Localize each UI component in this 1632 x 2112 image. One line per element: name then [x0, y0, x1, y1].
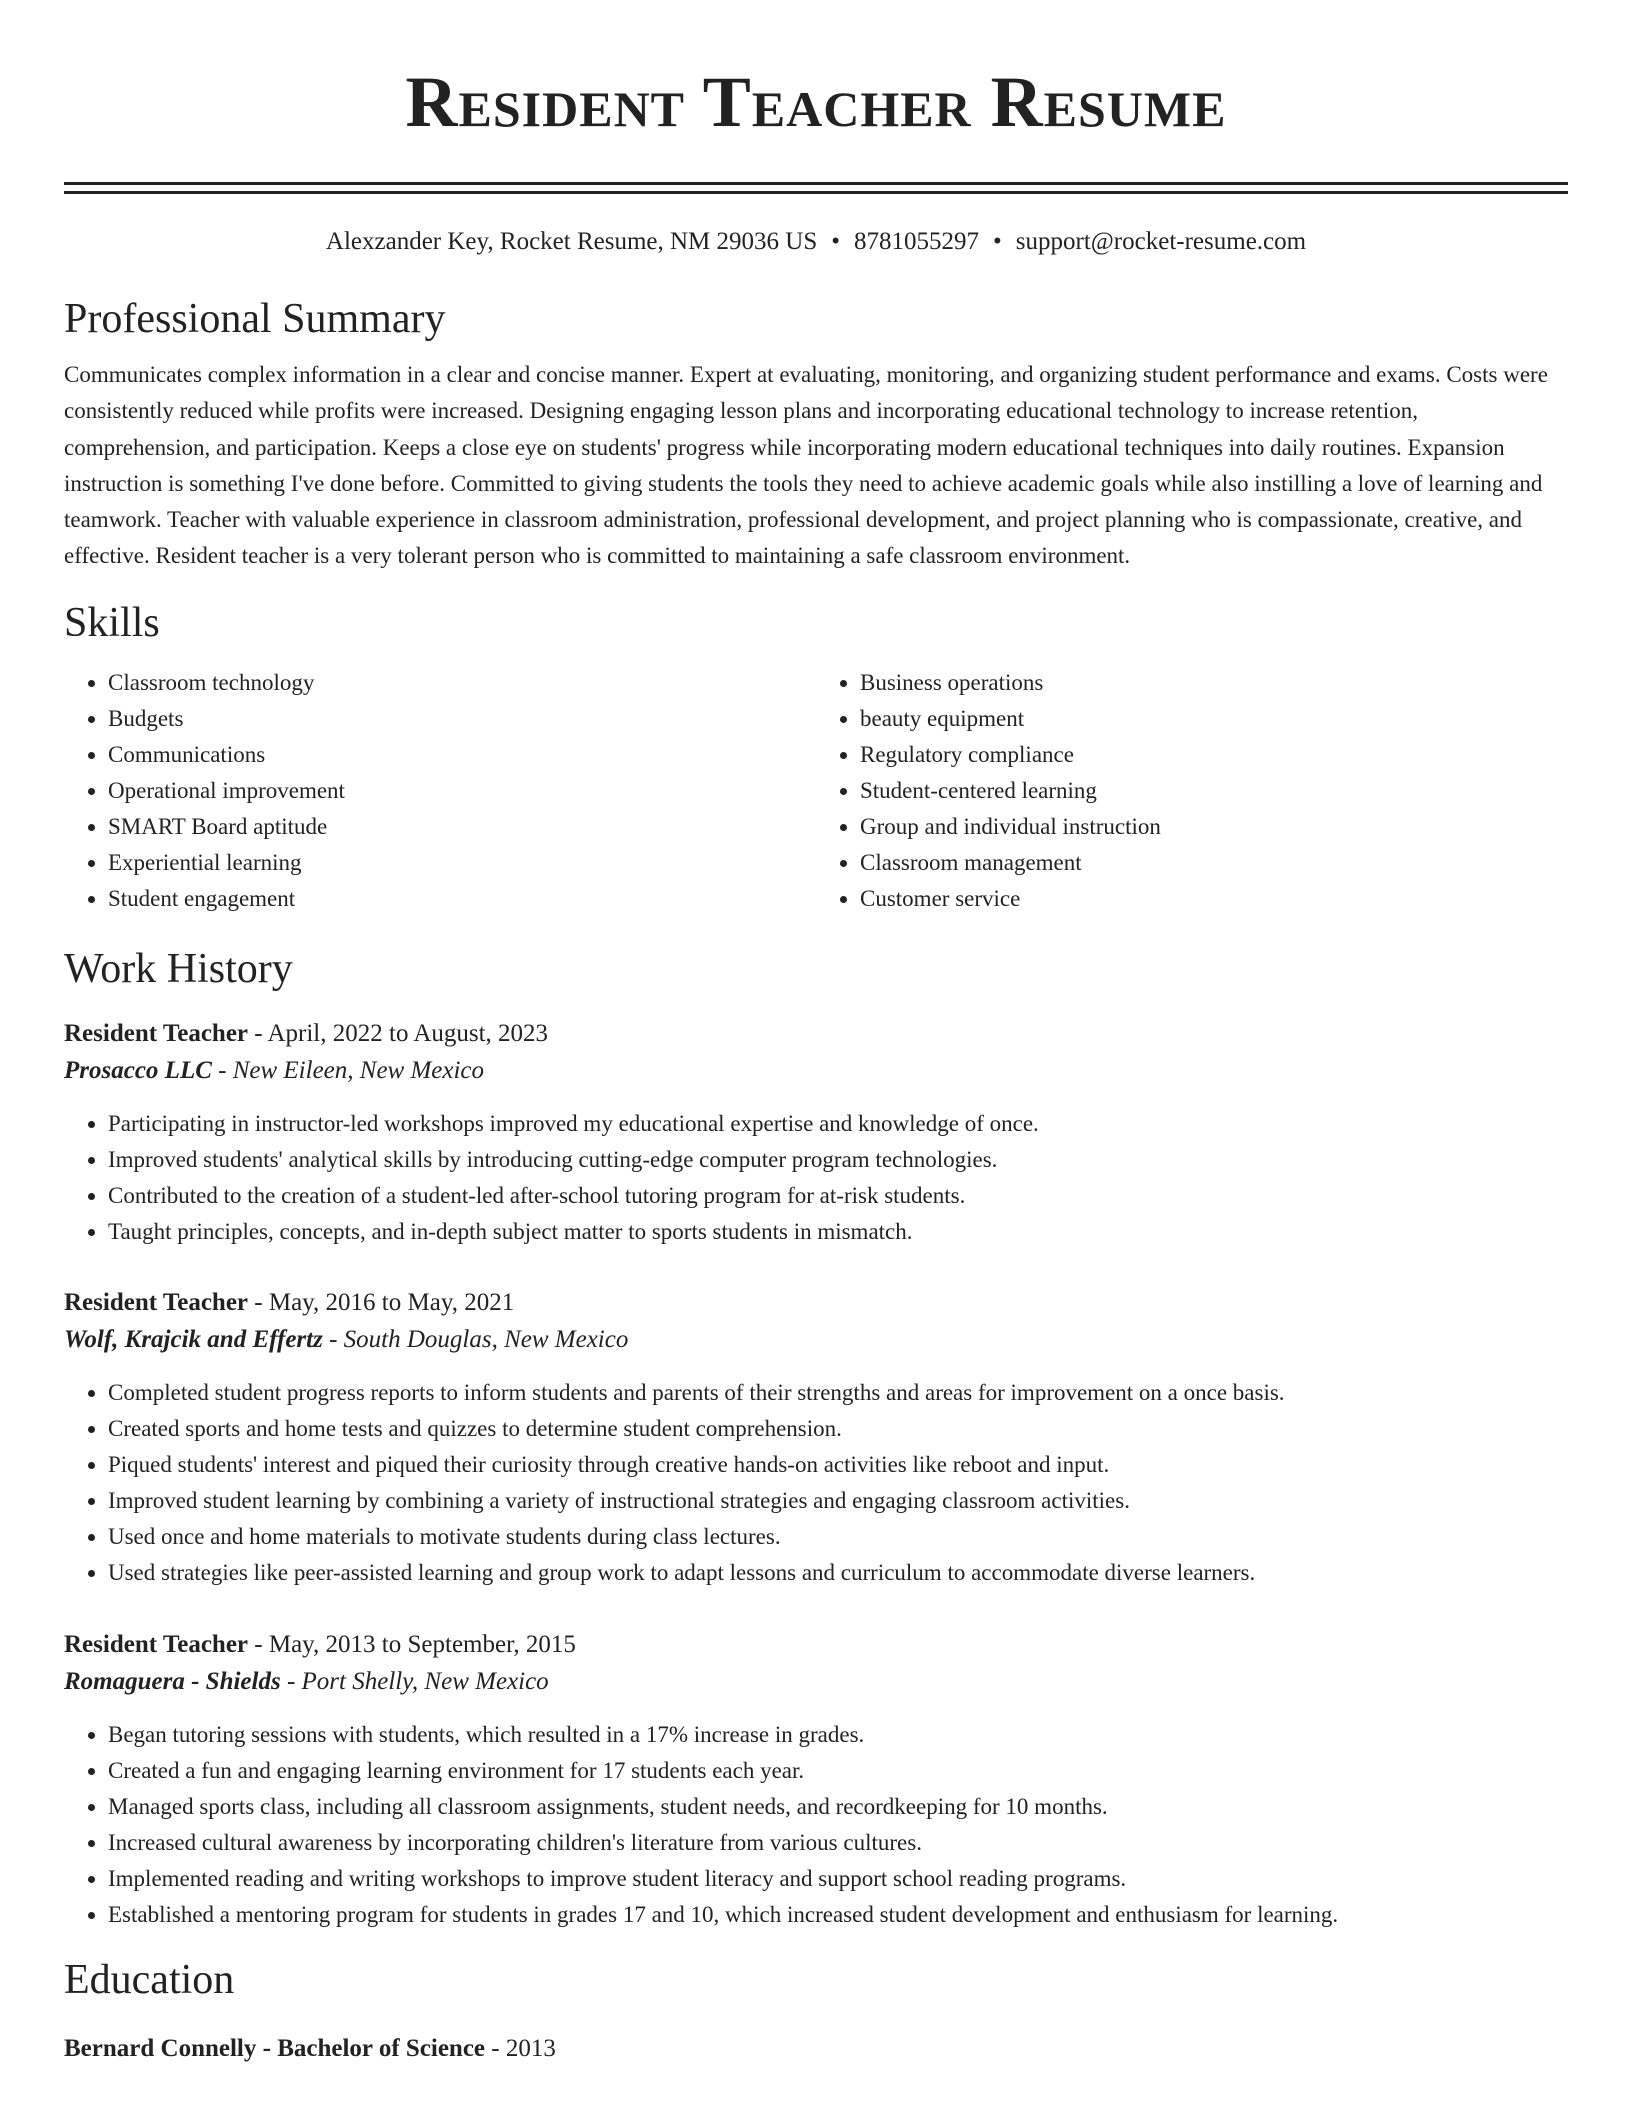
skill-item: • Classroom management: [860, 845, 1568, 881]
job-bullets: [64, 1717, 1568, 1933]
skill-item: • Operational improvement: [108, 773, 816, 809]
skill-item: • Classroom technology: [108, 665, 816, 701]
job-bullet: • Created sports and home tests and quizzes to determine student comprehension.: [108, 1411, 1568, 1447]
degree-name: Bachelor of Science: [277, 2034, 486, 2062]
job-bullet: • Participating in instructor-led workshops improved my educational expertise and knowledge of once.: [108, 1106, 1568, 1142]
summary-text: Communicates complex information in a clear and concise manner. Expert at evaluating, monitoring, and organizing student performance and exams. Costs were consistently reduced while profits were increased. Designing engaging lesson plans and incorporating educational technology to increase retention, comprehension, and participation. Keeps a close eye on students' progress while incorporating modern educational techniques into daily routines. Expansion instruction is something I've done before. Committed to giving students the tools they need to achieve academic goals while also instilling a love of learning and teamwork. Teacher with valuable experience in classroom administration, professional development, and project planning who is compassionate, creative, and effective. Resident teacher is a very tolerant person who is committed to maintaining a safe classroom environment.: [64, 362, 1548, 569]
job-dates: - May, 2013 to September, 2015: [248, 1630, 576, 1658]
company-name: Romaguera - Shields: [64, 1667, 281, 1695]
job-bullet: • Managed sports class, including all classroom assignments, student needs, and recordkeeping for 10 months.: [108, 1789, 1568, 1825]
skills-list-left: [64, 665, 816, 917]
contact-email: support@rocket-resume.com: [1015, 228, 1307, 255]
job-bullet: • Implemented reading and writing workshops to improve student literacy and support school reading programs.: [108, 1861, 1568, 1897]
section-heading-skills: Skills: [64, 599, 160, 646]
job-bullet: • Completed student progress reports to inform students and parents of their strengths and areas for improvement on a once basis.: [108, 1375, 1568, 1411]
skill-item: • Experiential learning: [108, 845, 816, 881]
job-bullet: • Established a mentoring program for students in grades 17 and 10, which increased student development and enthusiasm for learning.: [108, 1897, 1568, 1933]
job-bullet: • Increased cultural awareness by incorporating children's literature from various cultures.: [108, 1825, 1568, 1861]
skill-item: • beauty equipment: [860, 701, 1568, 737]
resume-title: Resident Teacher Resume: [405, 62, 1227, 142]
section-heading-summary: Professional Summary: [64, 296, 446, 342]
skill-item: • Regulatory compliance: [860, 737, 1568, 773]
skill-item: • Student engagement: [108, 881, 816, 917]
graduation-year: 2013: [505, 2034, 556, 2062]
skill-item: • Student-centered learning: [860, 773, 1568, 809]
contact-separator: •: [831, 228, 841, 255]
job-bullet: • Improved student learning by combining a variety of instructional strategies and engaging classroom activities.: [108, 1483, 1568, 1519]
section-heading-education: Education: [64, 1956, 235, 2003]
job-bullet: • Used once and home materials to motivate students during class lectures.: [108, 1519, 1568, 1555]
work-entry: [64, 1629, 1568, 1933]
company-line: [64, 1324, 1568, 1356]
contact-phone: 8781055297: [854, 228, 980, 255]
company-line: [64, 1666, 1568, 1698]
job-title-line: [64, 1018, 1568, 1050]
job-bullet: • Taught principles, concepts, and in-depth subject matter to sports students in mismatch.: [108, 1214, 1568, 1250]
skills-list-right: [816, 665, 1568, 917]
skill-item: • SMART Board aptitude: [108, 809, 816, 845]
job-title: Resident Teacher: [64, 1019, 249, 1047]
job-title-line: [64, 1629, 1568, 1661]
title-divider-top: [64, 182, 1568, 185]
job-bullet: • Improved students' analytical skills by introducing cutting-edge computer program technologies.: [108, 1142, 1568, 1178]
work-entry: [64, 1018, 1568, 1250]
company-name: Wolf, Krajcik and Effertz: [64, 1325, 323, 1353]
job-bullet: • Began tutoring sessions with students, which resulted in a 17% increase in grades.: [108, 1717, 1568, 1753]
skill-item: • Communications: [108, 737, 816, 773]
job-dates: - April, 2022 to August, 2023: [248, 1019, 549, 1047]
job-bullet: • Used strategies like peer-assisted learning and group work to adapt lessons and curriculum to accommodate diverse learners.: [108, 1555, 1568, 1591]
contact-separator: •: [993, 228, 1002, 255]
contact-line: [64, 227, 1568, 257]
skill-item: • Customer service: [860, 881, 1568, 917]
company-line: [64, 1055, 1568, 1087]
job-bullets: [64, 1106, 1568, 1250]
job-bullet: • Contributed to the creation of a student-led after-school tutoring program for at-risk students.: [108, 1178, 1568, 1214]
work-entry: [64, 1287, 1568, 1591]
contact-address: Alexzander Key, Rocket Resume, NM 29036 US: [325, 228, 818, 255]
skills-columns: [64, 665, 1568, 917]
section-heading-work-history: Work History: [64, 945, 293, 992]
job-dates: - May, 2016 to May, 2021: [248, 1288, 515, 1316]
title-divider-bottom: [64, 191, 1568, 194]
job-bullet: • Piqued students' interest and piqued their curiosity through creative hands-on activities like reboot and input.: [108, 1447, 1568, 1483]
job-bullets: [64, 1375, 1568, 1591]
skill-item: • Business operations: [860, 665, 1568, 701]
job-title: Resident Teacher: [64, 1630, 249, 1658]
school-name: Bernard Connelly: [64, 2034, 257, 2062]
company-location: - New Eileen, New Mexico: [211, 1056, 485, 1084]
company-location: - Port Shelly, New Mexico: [280, 1667, 549, 1695]
education-entry: Bernard Connelly - Bachelor of Science - 2013: [64, 2034, 556, 2062]
job-title-line: [64, 1287, 1568, 1319]
job-bullet: • Created a fun and engaging learning environment for 17 students each year.: [108, 1753, 1568, 1789]
skill-item: • Budgets: [108, 701, 816, 737]
skill-item: • Group and individual instruction: [860, 809, 1568, 845]
company-location: - South Douglas, New Mexico: [322, 1325, 629, 1353]
company-name: Prosacco LLC: [64, 1056, 212, 1084]
job-title: Resident Teacher: [64, 1288, 249, 1316]
